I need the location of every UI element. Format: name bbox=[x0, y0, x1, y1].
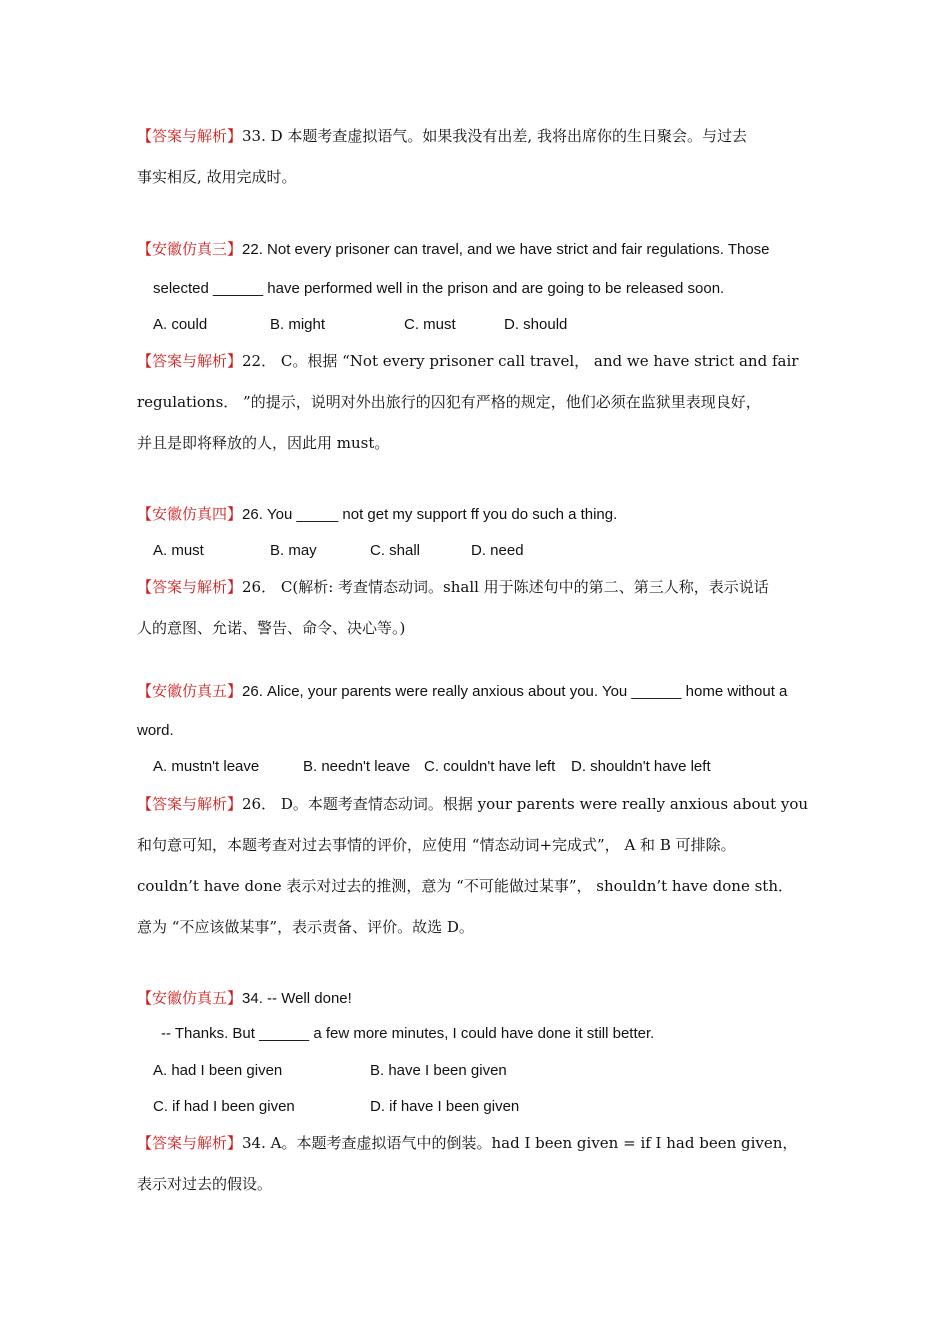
answer-text: regulations． ”的提示，说明对外出旅行的囚犯有严格的规定，他们必须在监狱里表现良好， bbox=[137, 393, 761, 411]
question-stem: word. bbox=[137, 722, 174, 739]
answer-line bbox=[137, 577, 769, 598]
option-b: B. might bbox=[270, 316, 326, 333]
question-line bbox=[137, 988, 352, 1009]
answer-text: 33. D 本题考查虚拟语气。如果我没有出差, 我将出席你的生日聚会。与过去 bbox=[242, 127, 747, 145]
answer-text: couldn’t have done 表示对过去的推测，意为 “不可能做过某事”， shouldn’t have done sth． bbox=[137, 877, 793, 895]
option-d: D. should bbox=[504, 316, 568, 333]
question-stem: 22. Not every prisoner can travel, and we have strict and fair regulations. Those bbox=[242, 241, 770, 258]
answer-line bbox=[137, 1133, 797, 1154]
answer-text: 22． C。根据 “Not every prisoner call travel， and we have strict and fair bbox=[242, 352, 799, 370]
question-line bbox=[137, 239, 770, 260]
option-c: C. couldn't have left bbox=[424, 758, 556, 775]
source-tag: 【安徽仿真五】 bbox=[137, 682, 243, 700]
option-a: A. must bbox=[153, 542, 204, 559]
answer-text: 和句意可知，本题考查对过去事情的评价，应使用 “情态动词+完成式”， A 和 B 可排除。 bbox=[137, 836, 736, 854]
question-line bbox=[137, 681, 787, 702]
question-line bbox=[137, 504, 617, 525]
answer-line bbox=[137, 794, 808, 815]
option-b: B. may bbox=[270, 542, 317, 559]
source-tag: 【安徽仿真三】 bbox=[137, 240, 243, 258]
source-tag: 【安徽仿真五】 bbox=[137, 989, 243, 1007]
source-tag: 【安徽仿真四】 bbox=[137, 505, 243, 523]
option-d: D. shouldn't have left bbox=[571, 758, 711, 775]
answer-text: 26． D。本题考查情态动词。根据 your parents were really anxious about you bbox=[242, 795, 809, 813]
question-stem: 34. -- Well done! bbox=[242, 990, 352, 1007]
question-stem: -- Thanks. But ______ a few more minutes, I could have done it still better. bbox=[161, 1025, 655, 1042]
question-stem: 26. Alice, your parents were really anxious about you. You ______ home without a bbox=[242, 683, 788, 700]
answer-tag: 【答案与解析】 bbox=[137, 795, 243, 813]
answer-line bbox=[137, 351, 798, 372]
answer-tag: 【答案与解析】 bbox=[137, 127, 243, 145]
answer-tag: 【答案与解析】 bbox=[137, 1134, 243, 1152]
answer-tag: 【答案与解析】 bbox=[137, 352, 243, 370]
option-b: B. have I been given bbox=[370, 1062, 507, 1079]
option-d: D. need bbox=[471, 542, 524, 559]
question-stem: 26. You _____ not get my support ff you do such a thing. bbox=[242, 506, 618, 523]
answer-text: 表示对过去的假设。 bbox=[137, 1175, 273, 1193]
option-c: C. shall bbox=[370, 542, 421, 559]
answer-text: 26． C(解析: 考查情态动词。shall 用于陈述句中的第二、第三人称，表示说话 bbox=[242, 578, 769, 596]
option-d: D. if have I been given bbox=[370, 1098, 520, 1115]
answer-text: 34. A。本题考查虚拟语气中的倒装。had I been given = if I had been given， bbox=[242, 1134, 798, 1152]
option-b: B. needn't leave bbox=[303, 758, 411, 775]
option-a: A. could bbox=[153, 316, 208, 333]
answer-tag: 【答案与解析】 bbox=[137, 578, 243, 596]
option-c: C. if had I been given bbox=[153, 1098, 295, 1115]
answer-text: 人的意图、允诺、警告、命令、决心等。) bbox=[137, 619, 406, 637]
answer-line bbox=[137, 126, 747, 147]
answer-text: 事实相反, 故用完成时。 bbox=[137, 168, 297, 186]
question-stem: selected ______ have performed well in the prison and are going to be released soon. bbox=[153, 280, 725, 297]
option-c: C. must bbox=[404, 316, 456, 333]
answer-text: 意为 “不应该做某事”，表示责备、评价。故选 D。 bbox=[137, 918, 474, 936]
answer-text: 并且是即将释放的人，因此用 must。 bbox=[137, 434, 390, 452]
option-a: A. had I been given bbox=[153, 1062, 283, 1079]
option-a: A. mustn't leave bbox=[153, 758, 260, 775]
